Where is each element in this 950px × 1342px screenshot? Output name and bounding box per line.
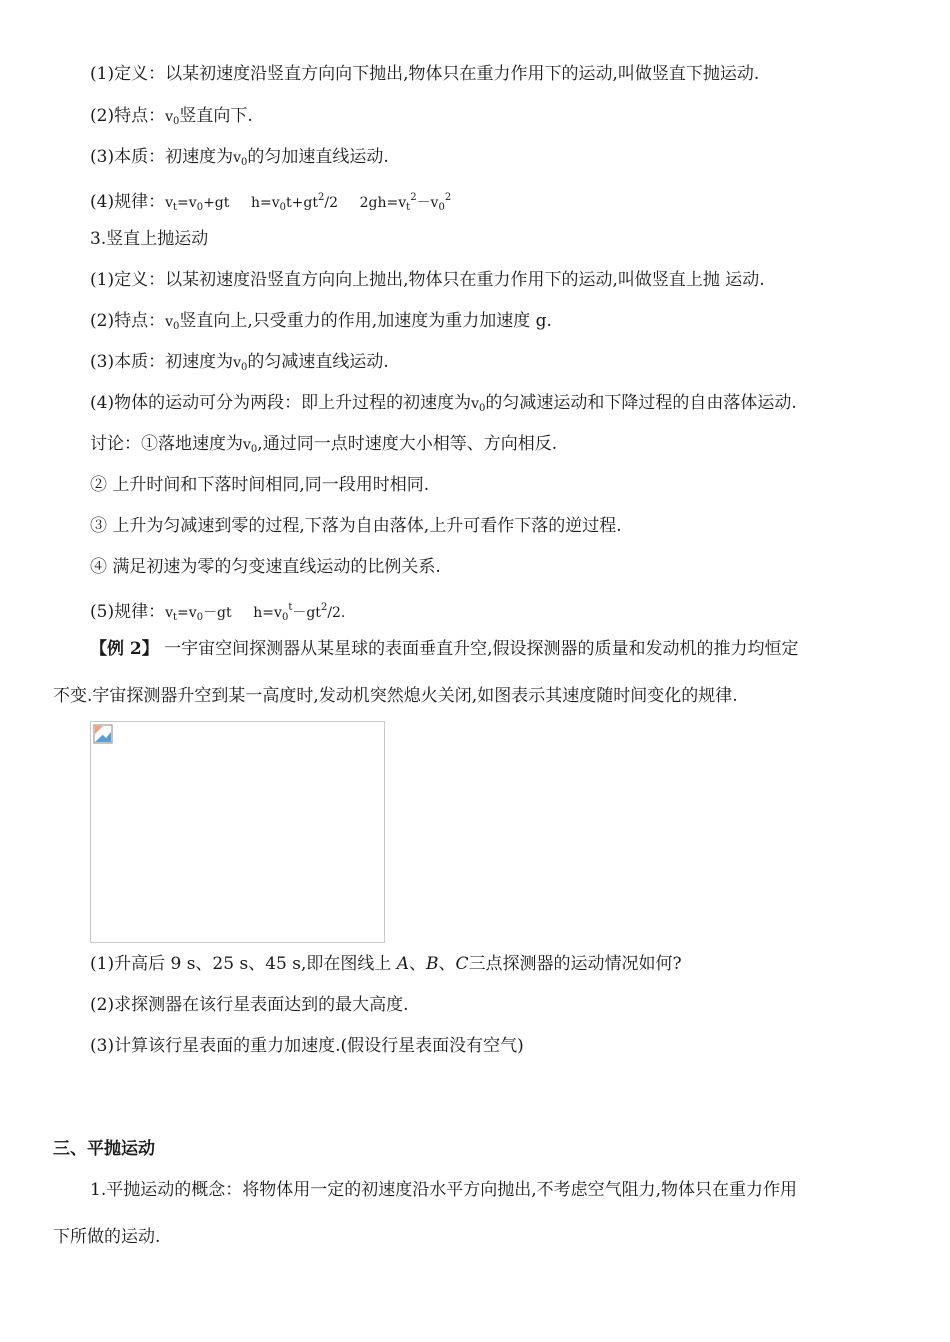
downward-law-label: (4)规律： [90, 192, 166, 212]
formula-h-up: $h=v_0^t-gt^2/2$. [253, 602, 346, 623]
upward-feature-text: 竖直向上,只受重力的作用,加速度为重力加速度 g. [179, 311, 552, 331]
section-title-projectile: 三、平抛运动 [53, 1139, 155, 1159]
v0-symbol: $v_0$ [471, 396, 486, 414]
question-1-post: 三点探测器的运动情况如何? [468, 954, 682, 974]
question-3: (3)计算该行星表面的重力加速度.(假设行星表面没有空气) [90, 1036, 524, 1056]
upward-stages [90, 391, 797, 421]
v0-symbol: $v_0$ [165, 314, 180, 332]
velocity-time-figure-placeholder [90, 721, 385, 943]
upward-feature-label: (2)特点： [90, 311, 166, 331]
discussion-3: ③ 上升为匀减速到零的过程,下落为自由落体,上升可看作下落的逆过程. [90, 516, 622, 536]
formula-vt-up: $v_t=v_0-gt$ [165, 605, 232, 623]
question-1-pre: (1)升高后 9 s、25 s、45 s,即在图线上 [90, 954, 397, 974]
example-2-line1 [90, 637, 799, 661]
downward-feature-text: 竖直向下. [179, 106, 253, 126]
downward-essence-text: 的匀加速直线运动. [247, 147, 389, 167]
upward-essence-label: (3)本质：初速度为 [90, 352, 234, 372]
upward-law-label: (5)规律： [90, 602, 166, 622]
example-tag: 【例 2】 [90, 639, 159, 659]
projectile-concept-line1: 1.平抛运动的概念：将物体用一定的初速度沿水平方向抛出,不考虑空气阻力,物体只在重力作用 [90, 1180, 798, 1200]
projectile-concept-line2: 下所做的运动. [53, 1227, 161, 1247]
example-text-1: 一宇宙空间探测器从某星球的表面垂直升空,假设探测器的质量和发动机的推力均恒定 [158, 639, 799, 659]
upward-essence-text: 的匀减速直线运动. [247, 352, 389, 372]
discussion-1 [90, 432, 557, 462]
upward-definition: (1)定义：以某初速度沿竖直方向向上抛出,物体只在重力作用下的运动,叫做竖直上抛 运动. [90, 270, 765, 290]
separator: 、 [409, 954, 427, 974]
discussion-1-post: ,通过同一点时速度大小相等、方向相反. [257, 434, 558, 454]
point-c: C [455, 954, 469, 974]
upward-stages-post: 的匀减速运动和下降过程的自由落体运动. [485, 393, 797, 413]
formula-h: $h=v_0t+gt^2/2$ [251, 192, 338, 213]
downward-definition: (1)定义：以某初速度沿竖直方向向下抛出,物体只在重力作用下的运动,叫做竖直下抛运动. [90, 64, 760, 84]
upward-law [90, 596, 345, 630]
downward-essence [90, 145, 389, 175]
v0-symbol: $v_0$ [233, 150, 248, 168]
upward-feature [90, 309, 552, 339]
downward-essence-label: (3)本质：初速度为 [90, 147, 234, 167]
point-b: B [426, 954, 439, 974]
upward-stages-pre: (4)物体的运动可分为两段：即上升过程的初速度为 [90, 393, 472, 413]
discussion-4: ④ 满足初速为零的匀变速直线运动的比例关系. [90, 557, 441, 577]
v0-symbol: $v_0$ [233, 355, 248, 373]
example-2-line2: 不变.宇宙探测器升空到某一高度时,发动机突然熄火关闭,如图表示其速度随时间变化的规律. [53, 686, 738, 706]
v0-symbol: $v_0$ [165, 109, 180, 127]
downward-feature-label: (2)特点： [90, 106, 166, 126]
formula-2gh: $2gh=v_t^2-v_0^2$ [359, 192, 452, 213]
discussion-2: ② 上升时间和下落时间相同,同一段用时相同. [90, 475, 430, 495]
question-1 [90, 952, 682, 976]
upward-essence [90, 350, 389, 380]
broken-image-icon [93, 724, 113, 744]
downward-feature [90, 104, 253, 134]
downward-law [90, 186, 451, 220]
point-a: A [396, 954, 410, 974]
v0-symbol: $v_0$ [243, 437, 258, 455]
discussion-1-pre: 讨论：①落地速度为 [90, 434, 243, 454]
formula-vt: $v_t=v_0+gt$ [165, 195, 230, 213]
separator: 、 [438, 954, 456, 974]
question-2: (2)求探测器在该行星表面达到的最大高度. [90, 995, 409, 1015]
upward-title: 3.竖直上抛运动 [90, 229, 209, 249]
